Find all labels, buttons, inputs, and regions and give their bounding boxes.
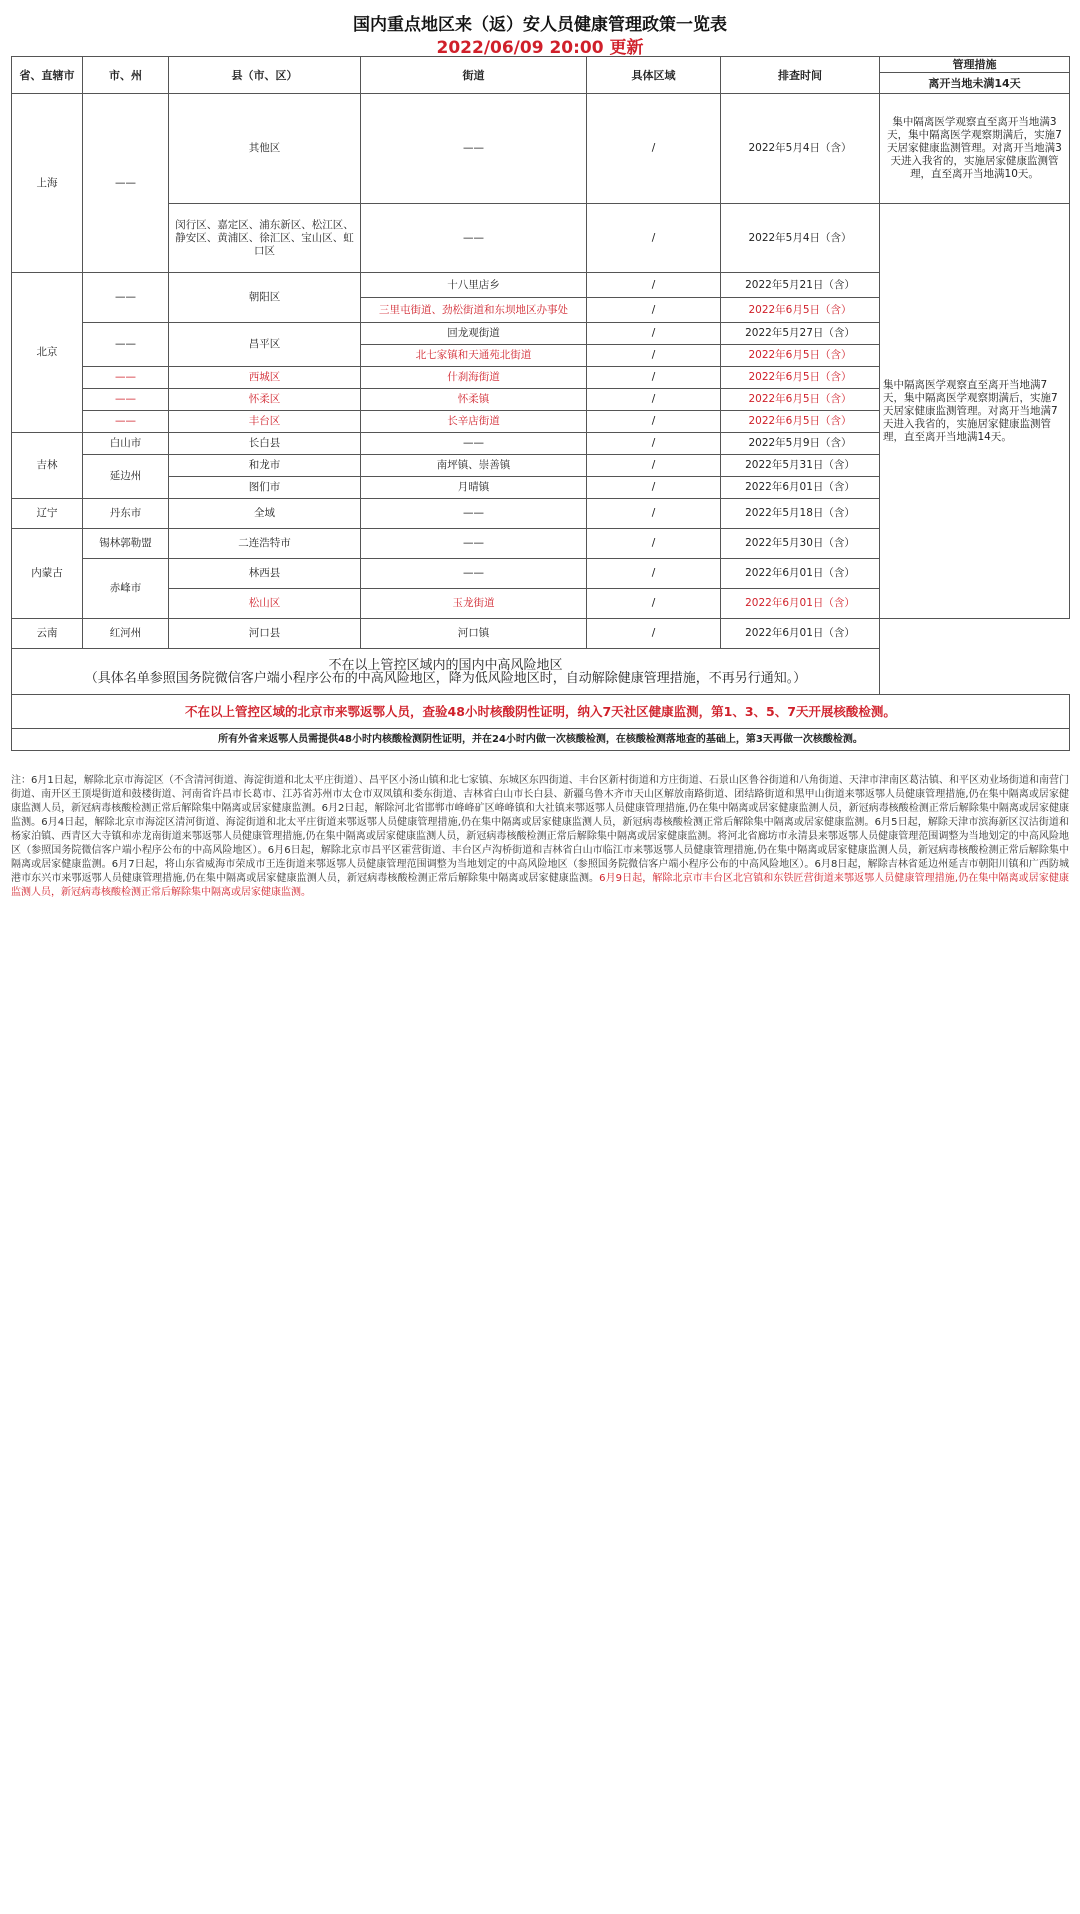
county-cell: 松山区 bbox=[169, 589, 361, 619]
area-cell: / bbox=[587, 559, 721, 589]
street-cell: 怀柔镇 bbox=[361, 389, 587, 411]
city-cell: —— bbox=[83, 367, 169, 389]
time-cell: 2022年5月21日（含） bbox=[721, 273, 880, 298]
street-cell: 长辛店街道 bbox=[361, 411, 587, 433]
time-cell: 2022年6月01日（含） bbox=[721, 619, 880, 649]
street-cell: 玉龙街道 bbox=[361, 589, 587, 619]
area-cell: / bbox=[587, 455, 721, 477]
city-cell: 红河州 bbox=[83, 619, 169, 649]
time-cell: 2022年5月9日（含） bbox=[721, 433, 880, 455]
city-cell: —— bbox=[83, 273, 169, 323]
area-cell: / bbox=[587, 389, 721, 411]
county-cell: 图们市 bbox=[169, 477, 361, 499]
province-cell: 上海 bbox=[12, 94, 83, 273]
beijing-rule-row bbox=[12, 695, 1070, 729]
street-cell: 十八里店乡 bbox=[361, 273, 587, 298]
time-cell: 2022年6月01日（含） bbox=[721, 477, 880, 499]
policy-table bbox=[11, 56, 1070, 751]
county-cell: 长白县 bbox=[169, 433, 361, 455]
table-row bbox=[12, 619, 1070, 649]
city-cell: 锡林郭勒盟 bbox=[83, 529, 169, 559]
header-row bbox=[12, 57, 1070, 73]
area-cell: / bbox=[587, 367, 721, 389]
time-cell: 2022年6月5日（含） bbox=[721, 345, 880, 367]
province-cell: 内蒙古 bbox=[12, 529, 83, 619]
street-cell: 什刹海街道 bbox=[361, 367, 587, 389]
area-cell: / bbox=[587, 323, 721, 345]
header-time: 排查时间 bbox=[721, 57, 880, 94]
page-title: 国内重点地区来（返）安人员健康管理政策一览表 bbox=[353, 15, 727, 35]
all-rule-cell: 所有外省来返鄂人员需提供48小时内核酸检测阴性证明，并在24小时内做一次核酸检测，在核酸检测落地查的基础上，第3天再做一次核酸检测。 bbox=[12, 729, 1070, 751]
city-cell: 延边州 bbox=[83, 455, 169, 499]
time-cell: 2022年5月18日（含） bbox=[721, 499, 880, 529]
city-cell: —— bbox=[83, 323, 169, 367]
area-cell: / bbox=[587, 94, 721, 204]
street-cell: 月晴镇 bbox=[361, 477, 587, 499]
province-cell: 北京 bbox=[12, 273, 83, 433]
city-cell: 赤峰市 bbox=[83, 559, 169, 619]
beijing-rule-cell: 不在以上管控区域的北京市来鄂返鄂人员，查验48小时核酸阴性证明，纳入7天社区健康监测，第1、3、5、7天开展核酸检测。 bbox=[12, 695, 1070, 729]
header-county: 县（市、区） bbox=[169, 57, 361, 94]
note-paragraph bbox=[11, 774, 1069, 900]
area-cell: / bbox=[587, 477, 721, 499]
street-cell: —— bbox=[361, 559, 587, 589]
update-time: 2022/06/09 20:00 更新 bbox=[436, 38, 644, 58]
time-cell: 2022年6月5日（含） bbox=[721, 411, 880, 433]
time-cell: 2022年6月5日（含） bbox=[721, 389, 880, 411]
area-cell: / bbox=[587, 204, 721, 273]
area-cell: / bbox=[587, 273, 721, 298]
note-text-red: 6月9日起，解除北京市丰台区北宫镇和东铁匠营街道来鄂返鄂人员健康管理措施,仍在集中隔离或居家健康监测人员，新冠病毒核酸检测正常后解除集中隔离或居家健康监测。 bbox=[11, 873, 1069, 898]
street-cell: —— bbox=[361, 204, 587, 273]
time-cell: 2022年6月01日（含） bbox=[721, 559, 880, 589]
city-cell: —— bbox=[83, 389, 169, 411]
street-cell: 三里屯街道、劲松街道和东坝地区办事处 bbox=[361, 298, 587, 323]
area-cell: / bbox=[587, 619, 721, 649]
street-cell: —— bbox=[361, 529, 587, 559]
not-in-area-line2: （具体名单参照国务院微信客户端小程序公布的中高风险地区，降为低风险地区时，自动解除健康管理措施，不再另行通知。） bbox=[84, 670, 807, 686]
time-cell: 2022年5月30日（含） bbox=[721, 529, 880, 559]
header-measures-sub: 离开当地未满14天 bbox=[880, 73, 1070, 94]
street-cell: 南坪镇、崇善镇 bbox=[361, 455, 587, 477]
area-cell: / bbox=[587, 345, 721, 367]
county-cell: 和龙市 bbox=[169, 455, 361, 477]
county-cell: 河口县 bbox=[169, 619, 361, 649]
street-cell: —— bbox=[361, 94, 587, 204]
county-cell: 二连浩特市 bbox=[169, 529, 361, 559]
province-cell: 吉林 bbox=[12, 433, 83, 499]
time-cell: 2022年5月31日（含） bbox=[721, 455, 880, 477]
street-cell: 北七家镇和天通苑北街道 bbox=[361, 345, 587, 367]
header-measures: 管理措施 bbox=[880, 57, 1070, 73]
city-cell: 白山市 bbox=[83, 433, 169, 455]
table-row bbox=[12, 204, 1070, 273]
county-cell: 其他区 bbox=[169, 94, 361, 204]
street-cell: 回龙观街道 bbox=[361, 323, 587, 345]
city-cell: 丹东市 bbox=[83, 499, 169, 529]
area-cell: / bbox=[587, 411, 721, 433]
county-cell: 昌平区 bbox=[169, 323, 361, 367]
province-cell: 辽宁 bbox=[12, 499, 83, 529]
area-cell: / bbox=[587, 499, 721, 529]
time-cell: 2022年5月4日（含） bbox=[721, 94, 880, 204]
county-cell: 西城区 bbox=[169, 367, 361, 389]
area-cell: / bbox=[587, 589, 721, 619]
county-cell: 林西县 bbox=[169, 559, 361, 589]
header-city: 市、州 bbox=[83, 57, 169, 94]
county-cell: 怀柔区 bbox=[169, 389, 361, 411]
area-cell: / bbox=[587, 298, 721, 323]
city-cell: —— bbox=[83, 411, 169, 433]
time-cell: 2022年5月4日（含） bbox=[721, 204, 880, 273]
street-cell: —— bbox=[361, 499, 587, 529]
not-in-area-cell bbox=[12, 649, 880, 695]
note-text: 注：6月1日起，解除北京市海淀区（不含清河街道、海淀街道和北太平庄街道）、昌平区小汤山镇和北七家镇、东城区东四街道、丰台区新村街道和方庄街道、石景山区鲁谷街道和八角街道、天津市津南区葛沽镇、和平区劝业场街道和南营门街道、南开区王顶堤街道和鼓楼街道、河南省许昌市长葛市、江苏省苏州市太仓市双凤镇和娄东街道、吉林省白山市长白县、新疆乌鲁木齐市天山区解放南路街道、团结路街道和黑甲山街道来鄂返鄂人员健康管理措施,仍在集中隔离或居家健康监测人员，新冠病毒核酸检测正常后解除集中隔离或居家健康监测。6月2日起，解除河北省邯郸市峰峰矿区峰峰镇和大社镇来鄂返鄂人员健康管理措施,仍在集中隔离或居家健康监测人员，新冠病毒核酸检测正常后解除集中隔离或居家健康监测。6月4日起，解除北京市海淀区清河街道、海淀街道和北太平庄街道来鄂返鄂人员健康管理措施,仍在集中隔离或居家健康监测人员，新冠病毒核酸检测正常后解除集中隔离或居家健康监测。6月5日起，解除天津市滨海新区汉沽街道和杨家泊镇、西青区大寺镇和赤龙南街道来鄂返鄂人员健康管理措施,仍在集中隔离或居家健康监测人员，新冠病毒核酸检测正常后解除集中隔离或居家健康监测。将河北省廊坊市永清县来鄂返鄂人员健康管理范围调整为当地划定的中高风险地区（参照国务院微信客户端小程序公布的中高风险地区）。6月6日起，解除北京市昌平区霍营街道、丰台区卢沟桥街道和吉林省白山市临江市来鄂返鄂人员健康管理措施,仍在集中隔离或居家健康监测人员，新冠病毒核酸检测正常后解除集中隔离或居家健康监测。6月7日起，将山东省威海市荣成市王连街道来鄂返鄂人员健康管理范围调整为当地划定的中高风险地区（参照国务院微信客户端小程序公布的中高风险地区）。6月8日起，解除吉林省延边州延吉市朝阳川镇和广西防城港市东兴市来鄂返鄂人员健康管理措施,仍在集中隔离或居家健康监测人员，新冠病毒核酸检测正常后解除集中隔离或居家健康监测。 bbox=[11, 775, 1069, 884]
county-cell: 丰台区 bbox=[169, 411, 361, 433]
all-rule-row bbox=[12, 729, 1070, 751]
measure-cell-shanghai: 集中隔离医学观察直至离开当地满3天，集中隔离医学观察期满后，实施7天居家健康监测管理。对离开当地满3天进入我省的，实施居家健康监测管理，直至离开当地满10天。 bbox=[880, 94, 1070, 204]
time-cell: 2022年5月27日（含） bbox=[721, 323, 880, 345]
measure-cell-general: 集中隔离医学观察直至离开当地满7天，集中隔离医学观察期满后，实施7天居家健康监测管理。对离开当地满7天进入我省的，实施居家健康监测管理，直至离开当地满14天。 bbox=[880, 204, 1070, 619]
province-cell: 云南 bbox=[12, 619, 83, 649]
county-cell: 朝阳区 bbox=[169, 273, 361, 323]
not-in-area-row bbox=[12, 649, 1070, 695]
table-row bbox=[12, 94, 1070, 204]
area-cell: / bbox=[587, 433, 721, 455]
city-cell: —— bbox=[83, 94, 169, 273]
county-cell: 全域 bbox=[169, 499, 361, 529]
street-cell: —— bbox=[361, 433, 587, 455]
area-cell: / bbox=[587, 529, 721, 559]
street-cell: 河口镇 bbox=[361, 619, 587, 649]
header-province: 省、直辖市 bbox=[12, 57, 83, 94]
county-cell: 闵行区、嘉定区、浦东新区、松江区、静安区、黄浦区、徐汇区、宝山区、虹口区 bbox=[169, 204, 361, 273]
time-cell: 2022年6月5日（含） bbox=[721, 298, 880, 323]
time-cell: 2022年6月5日（含） bbox=[721, 367, 880, 389]
header-area: 具体区域 bbox=[587, 57, 721, 94]
not-in-area-line1: 不在以上管控区域内的国内中高风险地区 bbox=[328, 657, 563, 673]
header-street: 街道 bbox=[361, 57, 587, 94]
time-cell: 2022年6月01日（含） bbox=[721, 589, 880, 619]
